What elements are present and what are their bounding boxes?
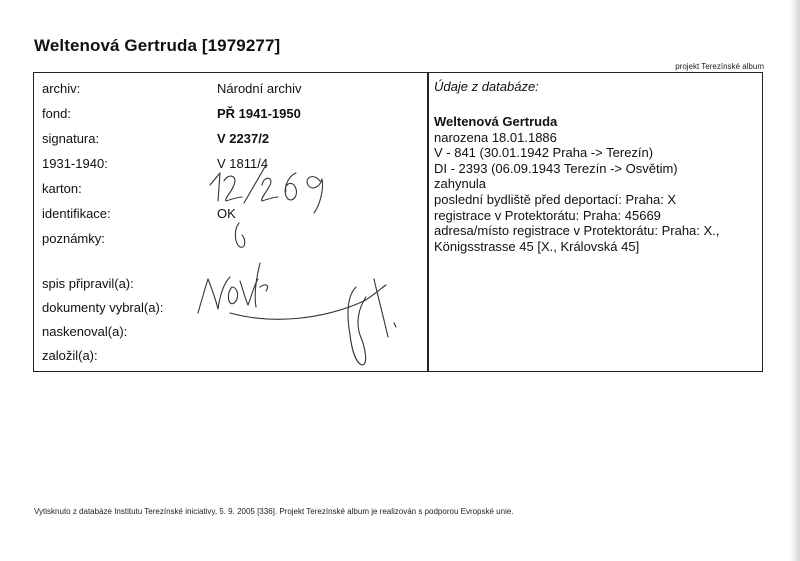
label-signatura: signatura: xyxy=(42,131,100,146)
database-transport-2: DI - 2393 (06.09.1943 Terezín -> Osvětim) xyxy=(434,160,678,176)
value-fond: PŘ 1941-1950 xyxy=(217,106,301,121)
database-header: Údaje z databáze: xyxy=(434,79,539,94)
print-footer: Vytisknuto z databáze Institutu Terezínské iniciativy, 5. 9. 2005 [336]. Projekt Terezínské album je realizován s podporou Evropské unie. xyxy=(34,507,514,516)
database-last-residence: poslední bydliště před deportací: Praha: X xyxy=(434,191,677,207)
label-archiv: archiv: xyxy=(42,81,81,96)
value-identifikace: OK xyxy=(217,206,236,221)
label-zalozil: založil(a): xyxy=(42,348,98,363)
database-birth: narozena 18.01.1886 xyxy=(434,129,557,145)
value-1931-1940: V 1811/4 xyxy=(217,156,269,171)
label-spis-pripravil: spis připravil(a): xyxy=(42,276,134,291)
label-poznamky: poznámky: xyxy=(42,231,105,246)
database-address-line-1: adresa/místo registrace v Protektorátu: Praha: X., xyxy=(434,223,720,239)
label-1931-1940: 1931-1940: xyxy=(42,156,108,171)
label-fond: fond: xyxy=(42,106,71,121)
record-title: Weltenová Gertruda [1979277] xyxy=(34,36,281,55)
database-person-name: Weltenová Gertruda xyxy=(434,114,558,129)
label-dokumenty-vybral: dokumenty vybral(a): xyxy=(42,300,164,315)
database-transport-1: V - 841 (30.01.1942 Praha -> Terezín) xyxy=(434,145,654,161)
record-card xyxy=(33,72,763,372)
column-divider xyxy=(427,73,429,371)
page-edge-shadow xyxy=(790,0,800,561)
database-record xyxy=(434,114,759,254)
label-identifikace: identifikace: xyxy=(42,206,111,221)
project-label: projekt Terezínské album xyxy=(675,62,764,71)
database-registration: registrace v Protektorátu: Praha: 45669 xyxy=(434,207,661,223)
value-archiv: Národní archiv xyxy=(217,81,302,96)
label-naskenoval: naskenoval(a): xyxy=(42,324,128,339)
label-karton: karton: xyxy=(42,181,82,196)
database-fate: zahynula xyxy=(434,176,487,192)
database-address-line-2: Königsstrasse 45 [X., Královská 45] xyxy=(434,238,640,254)
value-signatura: V 2237/2 xyxy=(217,131,270,146)
